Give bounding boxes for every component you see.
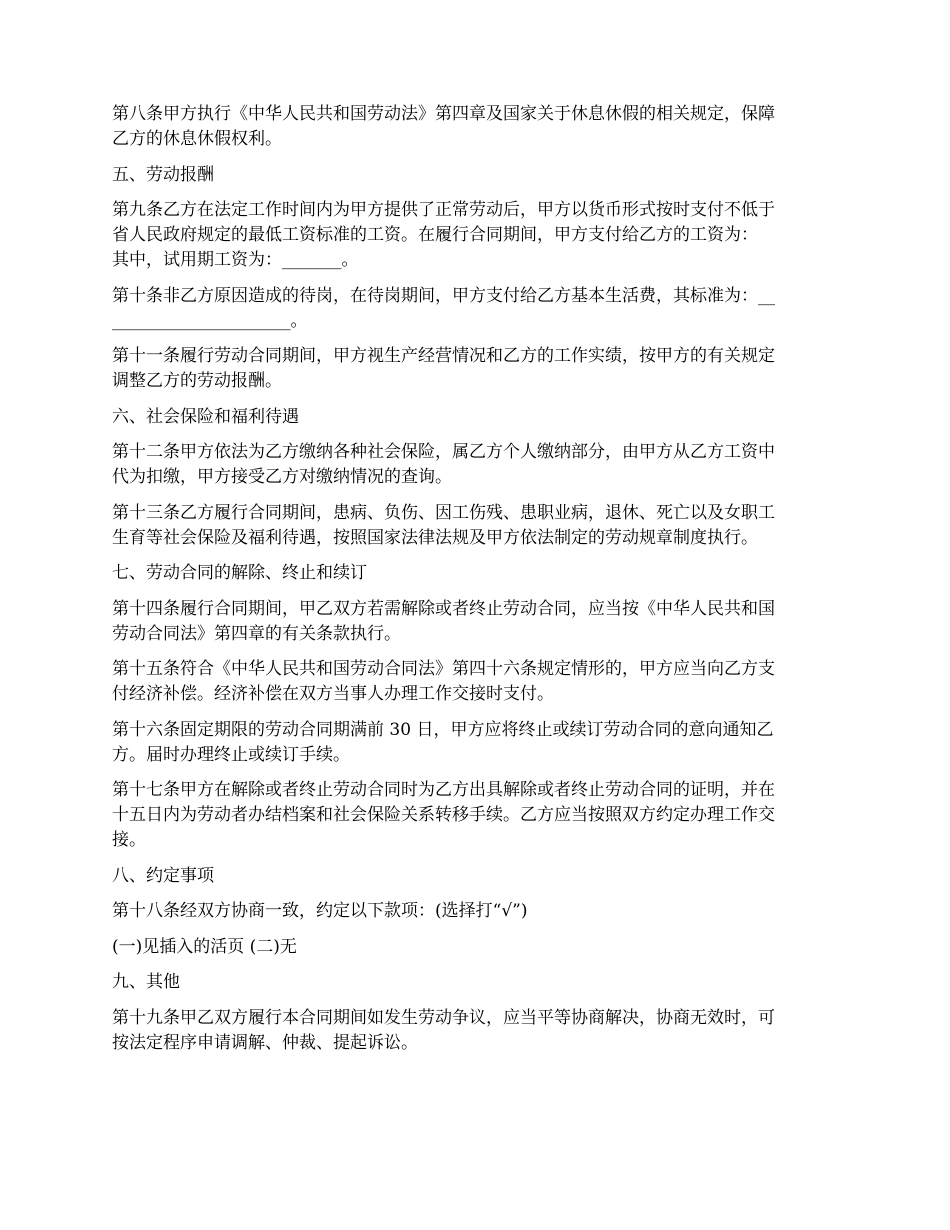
section-heading-7 [112,561,840,586]
clause-19 [112,1006,840,1056]
text-line: 方。届时办理终止或续订手续。 [112,744,350,765]
text-line: _____________________。 [112,310,308,331]
section-heading-9 [112,970,840,995]
text-line: 第九条乙方在法定工作时间内为甲方提供了正常劳动后，甲方以货币形式按时支付不低于 [112,200,775,220]
text-line: 调整乙方的劳动报酬。 [112,371,282,391]
text-line: (一)见插入的活页 (二)无 [112,936,297,957]
text-line: 五、劳动报酬 [112,164,214,185]
text-line: 七、劳动合同的解除、终止和续订 [112,563,367,583]
text-line: 第十条非乙方原因造成的待岗，在待岗期间，甲方支付给乙方基本生活费，其标准为：__ [112,285,775,306]
text-line: 其中，试用期工资为：_______。 [112,250,359,270]
clause-14 [112,597,840,647]
text-line: 省人民政府规定的最低工资标准的工资。在履行合同期间，甲方支付给乙方的工资为： [112,225,758,245]
text-line: 十五日内为劳动者办结档案和社会保险关系转移手续。乙方应当按照双方约定办理工作交 [112,805,775,825]
section-heading-5 [112,163,840,188]
text-line: 六、社会保险和福利待遇 [112,406,299,427]
clause-12 [112,440,840,490]
text-line: 接。 [112,830,146,850]
section-heading-8 [112,864,840,889]
clause-8 [112,102,840,152]
clause-9 [112,198,840,273]
text-line: 九、其他 [112,972,180,992]
clause-13 [112,501,840,551]
text-line: 乙方的休息休假权利。 [112,129,282,149]
clause-16 [112,718,840,768]
clause-10 [112,284,840,334]
text-line: 付经济补偿。经济补偿在双方当事人办理工作交接时支付。 [112,684,554,704]
clause-11 [112,344,840,394]
clause-15 [112,657,840,707]
text-line: 第十二条甲方依法为乙方缴纳各种社会保险，属乙方个人缴纳部分，由甲方从乙方工资中 [112,442,775,462]
section-heading-6 [112,405,840,430]
text-line: 第十五条符合《中华人民共和国劳动合同法》第四十六条规定情形的，甲方应当向乙方支 [112,659,775,679]
text-line: 第十八条经双方协商一致，约定以下款项：(选择打“√”) [112,901,528,921]
text-line: 劳动合同法》第四章的有关条款执行。 [112,623,401,644]
text-line: 按法定程序申请调解、仲裁、提起诉讼。 [112,1032,418,1053]
text-line: 第八条甲方执行《中华人民共和国劳动法》第四章及国家关于休息休假的相关规定，保障 [112,104,775,124]
text-line: 第十七条甲方在解除或者终止劳动合同时为乙方出具解除或者终止劳动合同的证明，并在 [112,780,775,800]
text-line: 第十九条甲乙双方履行本合同期间如发生劳动争议，应当平等协商解决，协商无效时，可 [112,1007,775,1028]
text-line: 第十四条履行合同期间，甲乙双方若需解除或者终止劳动合同，应当按《中华人民共和国 [112,598,775,619]
text-line: 第十三条乙方履行合同期间，患病、负伤、因工伤残、患职业病，退休、死亡以及女职工 [112,502,775,523]
clause-18-options [112,935,840,960]
clause-18 [112,899,840,924]
document-body [112,102,840,1056]
text-line: 第十六条固定期限的劳动合同期满前 30 日，甲方应将终止或续订劳动合同的意向通知乙 [112,719,774,740]
text-line: 代为扣缴，甲方接受乙方对缴纳情况的查询。 [112,467,452,487]
clause-17 [112,778,840,853]
text-line: 生育等社会保险及福利待遇，按照国家法律法规及甲方依法制定的劳动规章制度执行。 [112,527,758,548]
text-line: 八、约定事项 [112,865,214,886]
text-line: 第十一条履行劳动合同期间，甲方视生产经营情况和乙方的工作实绩，按甲方的有关规定 [112,346,775,366]
